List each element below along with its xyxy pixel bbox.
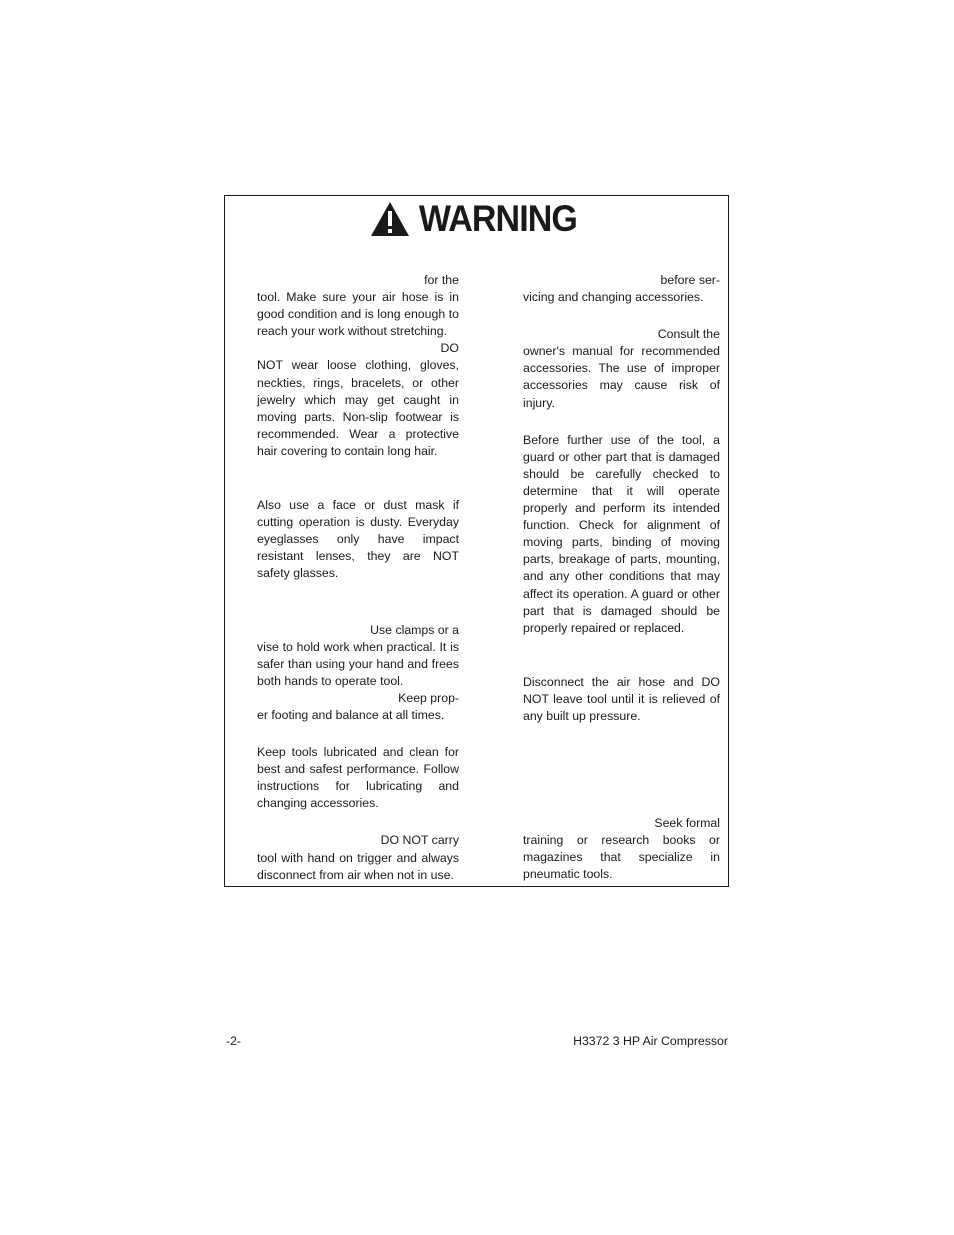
left-p4-text: vise to hold work when practical. It is safer than using your hand and frees both hands to operate tool. [257,639,459,688]
warning-title: WARNING [418,198,577,239]
page-number: -2- [226,1034,242,1048]
right-p1-text: vicing and changing accessories. [523,290,704,305]
right-p4-text: Disconnect the air hose and DO NOT leave tool until it is relieved of any built up pressure. [523,674,720,723]
right-column [523,272,720,883]
left-p7-text: tool with hand on trigger and always disconnect from air when not in use. [257,850,459,882]
left-p2-first-line: DO [440,341,459,356]
right-p2-text: owner's manual for recommended accessories. The use of improper accessories may cause risk of injury. [523,344,720,410]
footer-product-name: H3372 3 HP Air Compressor [573,1034,728,1048]
left-p5-first-line: Keep prop- [398,690,459,705]
left-p4-first-line: Use clamps or a [370,622,459,637]
warning-triangle-icon [370,201,410,237]
right-p5-text: training or research books or magazines that specialize in pneumatic tools. [523,833,720,882]
left-column [257,272,459,884]
right-p2-first-line: Consult the [657,327,720,342]
left-p2-text: NOT wear loose clothing, gloves, neckties, rings, bracelets, or other jewelry which may get caught in moving parts. Non-slip footwear is recommended. Wear a protective hair covering to contain long hair. [257,358,459,458]
left-p1-first-line: for the [424,273,459,287]
right-p3-text: Before further use of the tool, a guard or other part that is damaged should be carefully checked to determine that it will operate properly and perform its intended function. Check for alignment of moving parts, binding of moving parts, breakage of parts, mounting, and any other conditions that may affect its operation. A guard or other part that is damaged should be properly repaired or replaced. [523,432,720,635]
warning-header [225,198,728,238]
warning-box [224,195,729,887]
right-p5-first-line: Seek formal [654,816,720,831]
left-p1-text: tool. Make sure your air hose is in good condition and is long enough to reach your work without stretching. [257,290,459,339]
right-p1-first-line: before ser- [660,273,720,287]
left-p6-text: Keep tools lubricated and clean for best and safest performance. Follow instructions for lubricating and changing accessories. [257,745,459,811]
left-p3-text: Also use a face or dust mask if cutting operation is dusty. Everyday eyeglasses only have impact resistant lenses, they are NOT safety glasses. [257,498,459,581]
left-p5-text: er footing and balance at all times. [257,707,445,722]
left-p7-first-line: DO NOT carry [380,833,459,848]
